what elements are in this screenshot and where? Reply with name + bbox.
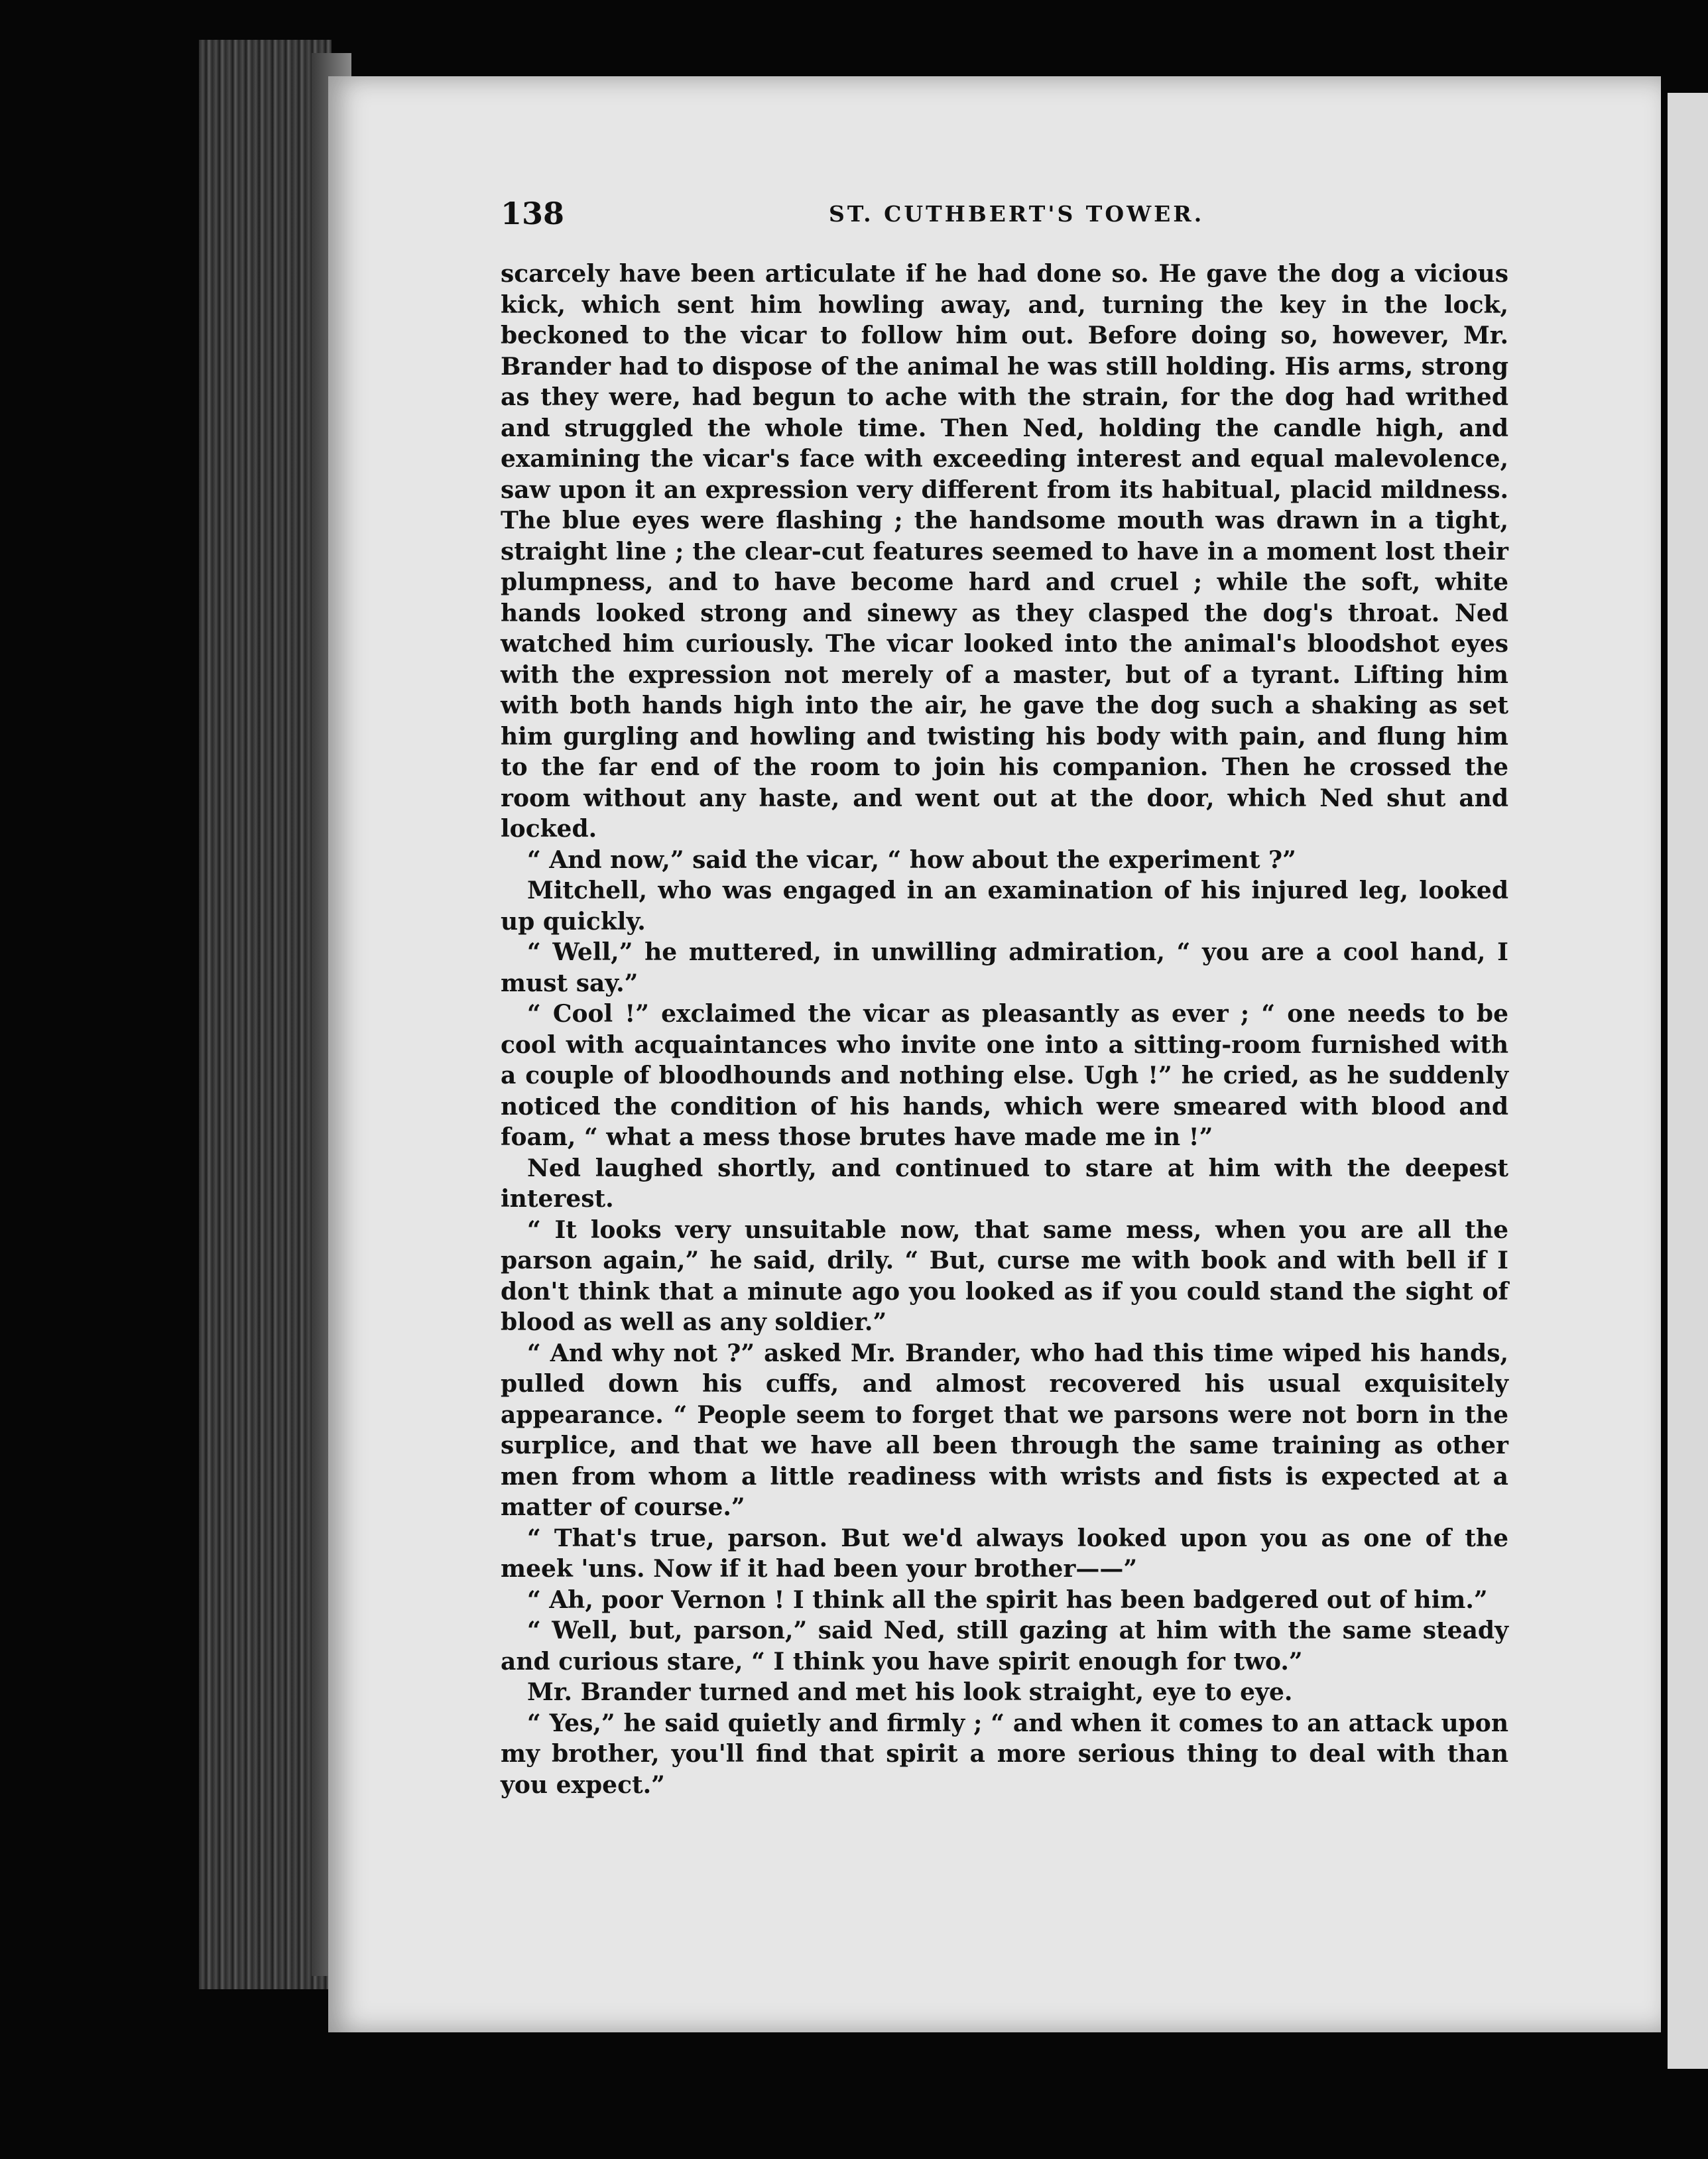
facing-page-edge (1668, 93, 1708, 2069)
running-title: ST. CUTHBERT'S TOWER. (829, 201, 1205, 227)
paragraph: “ And now,” said the vicar, “ how about the experiment ?” (527, 845, 1296, 874)
running-head (501, 196, 1508, 235)
paragraph: “ It looks very unsuitable now, that same mess, when you are all the parson again,” he said, drily. “ But, curse me with book and with bell if I don't think that a minute ago you looked as if you could stand the sight of blood as well as any soldier.” (501, 1215, 1508, 1336)
page-number: 138 (501, 196, 565, 231)
paragraph: “ And why not ?” asked Mr. Brander, who had this time wiped his hands, pulled down his cuffs, and almost recovered his usual exquisitely appearance. “ People seem to forget that we parsons were not born in the surplice, and that we have all been through the same training as other men from whom a little readiness with wrists and fists is expected at a matter of course.” (501, 1339, 1508, 1521)
paragraph: “ Well, but, parson,” said Ned, still gazing at him with the same steady and curious stare, “ I think you have spirit enough for two.” (501, 1617, 1508, 1676)
paragraph: “ Cool !” exclaimed the vicar as pleasantly as ever ; “ one needs to be cool with acquaintances who invite one into a sitting-room furnished with a couple of bloodhounds and nothing else. Ugh !” he cried, as he suddenly noticed the condition of his hands, which were smeared with blood and foam, “ what a mess those brutes have made me in !” (501, 1000, 1508, 1151)
paragraph: “ Well,” he muttered, in unwilling admiration, “ you are a cool hand, I must say.” (501, 938, 1508, 997)
paragraph: “ That's true, parson. But we'd always looked upon you as one of the meek 'uns. Now if it had been your brother——” (501, 1524, 1508, 1583)
paragraph: scarcely have been articulate if he had done so. He gave the dog a vicious kick, which sent him howling away, and, turning the key in the lock, beckoned to the vicar to follow him out. Before doing so, however, Mr. Brander had to dispose of the animal he was still holding. His arms, strong as they were, had begun to ache with the strain, for the dog had writhed and struggled the whole time. Then Ned, holding the candle high, and examining the vicar's face with exceeding interest and equal malevolence, saw upon it an expression very different from its habitual, placid mildness. The blue eyes were flashing ; the handsome mouth was drawn in a tight, straight line ; the clear-cut features seemed to have in a moment lost their plumpness, and to have become hard and cruel ; while the soft, white hands looked strong and sinewy as they clasped the dog's throat. Ned watched him curiously. The vicar looked into the animal's bloodshot eyes with the expression not merely of a master, but of a tyrant. Lifting him with both hands high into the air, he gave the dog such a shaking as set him gurgling and howling and twisting his body with pain, and flung him to the far end of the room to join his companion. Then he crossed the room without any haste, and went out at the door, which Ned shut and locked. (501, 260, 1508, 843)
paragraph: “ Yes,” he said quietly and firmly ; “ and when it comes to an attack upon my brother, you'll find that spirit a more serious thing to deal with than you expect.” (501, 1709, 1508, 1799)
paragraph: “ Ah, poor Vernon ! I think all the spirit has been badgered out of him.” (527, 1585, 1488, 1614)
paragraph: Ned laughed shortly, and continued to stare at him with the deepest interest. (501, 1154, 1508, 1213)
paragraph: Mitchell, who was engaged in an examination of his injured leg, looked up quickly. (501, 877, 1508, 936)
paragraph: Mr. Brander turned and met his look straight, eye to eye. (527, 1678, 1293, 1706)
body-text (501, 259, 1508, 1800)
